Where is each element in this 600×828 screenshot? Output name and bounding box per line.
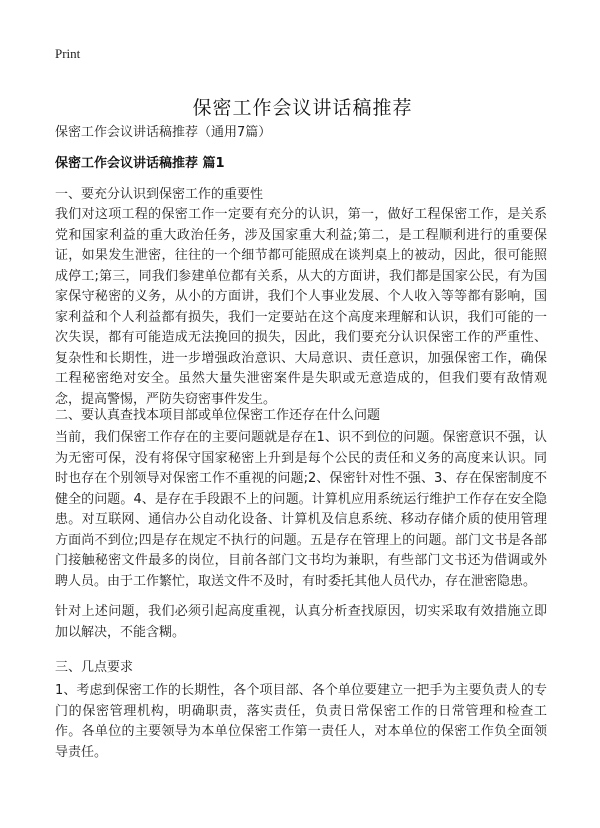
section-heading-3: 三、几点要求 bbox=[55, 660, 134, 675]
section-2-paragraph-2: 针对上述问题，我们必须引起高度重视，认真分析查找原因，切实采取有效措施立即加以解决，不能含糊。 bbox=[55, 604, 547, 640]
page-title: 保密工作会议讲话稿推荐 bbox=[192, 96, 413, 119]
section-2-paragraph-1: 当前，我们保密工作存在的主要问题就是存在1、识不到位的问题。保密意识不强，认为无密可保，没有将保守国家秘密上升到是每个公民的责任和义务的高度来认识。同时也存在个别领导对保密工作不重视的问题;2、保密针对性不强、3、存在保密制度不健全的问题。4、是存在手段跟不上的问题。计算机应用系统运行维护工作存在安全隐患。对互联网、通信办公自动化设备、计算机及信息系统、移动存储介质的使用管理方面尚不到位;四是存在规定不执行的问题。五是存在管理上的问题。部门文书是各部门接触秘密文件最多的岗位，目前各部门文书均为兼职，有些部门文书还为借调或外聘人员。由于工作繁忙，取送文件不及时，有时委托其他人员代办，存在泄密隐患。 bbox=[55, 430, 547, 589]
section-1-paragraph-1: 我们对这项工程的保密工作一定要有充分的认识，第一，做好工程保密工作，是关系党和国家利益的重大政治任务，涉及国家重大利益;第二，是工程顺利进行的重要保证，如果发生泄密，往往的一个细节都可能照成在谈判桌上的被动，因此，很可能照成停工;第三，同我们参建单位都有关系，从大的方面讲，我们都是国家公民，有为国家保守秘密的义务，从小的方面讲，我们个人事业发展、个人收入等等都有影响，国家利益和个人利益都有损失，我们一定要站在这个高度来理解和认识，我们可能的一次失误，都有可能造成无法挽回的损失，因此，我们要充分认识保密工作的严重性、复杂性和长期性，进一步增强政治意识、大局意识、责任意识，加强保密工作，确保工程秘密绝对安全。虽然大量失泄密案件是失职或无意造成的，但我们要有敌情观念，提高警惕，严防失窃密事件发生。 bbox=[55, 207, 547, 407]
document-subtitle: 保密工作会议讲话稿推荐（通用7篇） bbox=[55, 125, 272, 140]
article-heading: 保密工作会议讲话稿推荐 篇1 bbox=[55, 156, 225, 171]
section-heading-1: 一、要充分认识到保密工作的重要性 bbox=[55, 187, 264, 202]
section-3-paragraph-1: 1、考虑到保密工作的长期性，各个项目部、各个单位要建立一把手为主要负责人的专门的保密管理机构，明确职责，落实责任，负责日常保密工作的日常管理和检查工作。各单位的主要领导为本单位保密工作第一责任人，对本单位的保密工作负全面领导责任。 bbox=[55, 683, 547, 760]
print-link[interactable]: Print bbox=[55, 46, 81, 61]
section-heading-2: 二、要认真查找本项目部或单位保密工作还存在什么问题 bbox=[55, 408, 381, 423]
